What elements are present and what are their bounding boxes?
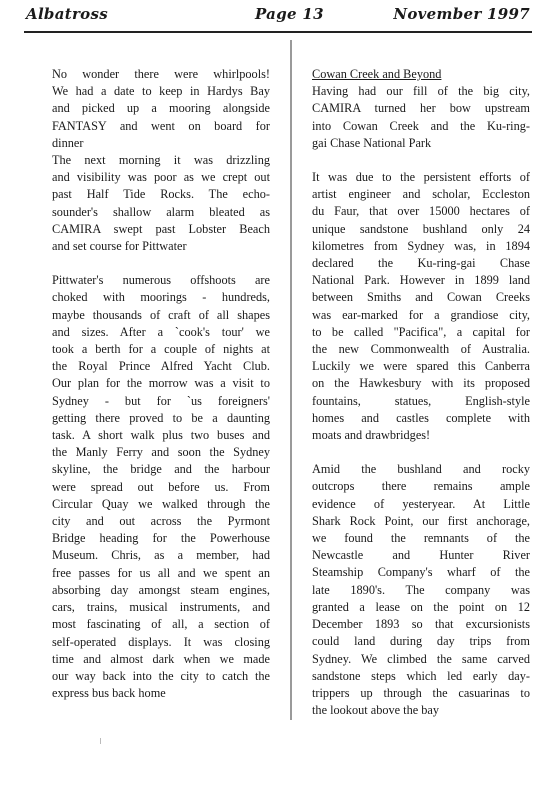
right-column [312, 66, 530, 719]
text-line: task. A short walk plus two buses and [52, 428, 270, 443]
text-line: Circular Quay we walked through the [52, 496, 270, 511]
text-line: declared the Ku-ring-gai Chase [312, 256, 530, 271]
page-number: Page 13 [255, 5, 324, 23]
text-line: time and almost dark when we made [52, 651, 270, 666]
text-line: du Faur, that over 15000 hectares of [312, 204, 530, 219]
text-line: Newcastle and Hunter River [312, 548, 530, 563]
text-line: dinner [52, 135, 84, 150]
text-line: and set course for Pittwater [52, 239, 187, 254]
text-line: Shark Rock Point, our first anchorage, [312, 513, 530, 528]
text-line: Luckily we were spared this Canberra [312, 359, 530, 374]
text-line: choked with moorings - hundreds, [52, 290, 270, 305]
text-line: our way back into the city to catch the [52, 668, 270, 683]
text-line: maybe thousands of craft of all shapes [52, 307, 270, 322]
text-line: was ear-marked for a grandiose city, [312, 307, 530, 322]
text-line: skyline, the bridge and the harbour [52, 462, 270, 477]
text-line: fountains, statues, English-style [312, 393, 530, 408]
text-line: getting there proved to be a daunting [52, 410, 270, 425]
publication-title: Albatross [26, 5, 108, 23]
text-line: took a berth for a couple of nights at [52, 342, 270, 357]
text-line: free passes for us all and we spent an [52, 565, 270, 580]
text-line: gai Chase National Park [312, 135, 432, 150]
paragraph-gap [312, 444, 530, 461]
section-heading: Cowan Creek and Beyond [312, 67, 442, 81]
text-line: self-operated displays. It was closing [52, 634, 270, 649]
text-line: We had a date to keep in Hardys Bay [52, 84, 270, 99]
text-line: homes and castles complete with [312, 410, 530, 425]
text-line: express bus back home [52, 686, 166, 701]
paragraph-gap [52, 255, 270, 272]
paragraph-gap [312, 152, 530, 169]
text-line: sounder's shallow alarm bleated as [52, 204, 270, 219]
text-line: late 1890's. The company was [312, 582, 530, 597]
text-line: FANTASY and went on board for [52, 118, 270, 133]
text-line: between Smiths and Cowan Creeks [312, 290, 530, 305]
text-line: December 1893 so that excursionists [312, 617, 530, 632]
header-rule [24, 31, 532, 33]
text-line: Museum. Chris, as a member, had [52, 548, 270, 563]
text-line: on the Hawkesbury with its proposed [312, 376, 530, 391]
text-line: unique sandstone bushland only 24 [312, 221, 530, 236]
text-line: Sydney. We climbed the same carved [312, 651, 530, 666]
text-line: CAMIRA turned her bow upstream [312, 101, 530, 116]
scan-mark [100, 738, 101, 744]
text-line: the new Commonwealth of Australia. [312, 342, 530, 357]
text-line: the Royal Prince Alfred Yacht Club. [52, 359, 270, 374]
text-line: Amid the bushland and rocky [312, 462, 530, 477]
page-header [22, 5, 532, 29]
text-line: and visibility was poor as we crept out [52, 170, 270, 185]
text-line: to be called "Pacifica", a capital for [312, 324, 530, 339]
text-line: artist engineer and scholar, Eccleston [312, 187, 530, 202]
text-line: the Manly Ferry and soon the Sydney [52, 445, 270, 460]
text-line: and picked up a mooring alongside [52, 101, 270, 116]
text-line: absorbing day amongst steam engines, [52, 582, 270, 597]
text-line: could land during day trips from [312, 634, 530, 649]
text-line: Bridge heading for the Powerhouse [52, 531, 270, 546]
text-line: and sizes. After a `cook's tour' we [52, 324, 270, 339]
text-line: kilometres from Sydney was, in 1894 [312, 238, 530, 253]
text-line: the lookout above the bay [312, 703, 440, 718]
text-line: CAMIRA swept past Lobster Beach [52, 221, 270, 236]
text-line: past Half Tide Rocks. The echo- [52, 187, 270, 202]
text-line: moats and drawbridges! [312, 428, 431, 443]
text-line: National Park. However in 1899 land [312, 273, 530, 288]
text-line: trippers up through the casuarinas to [312, 685, 530, 700]
text-line: granted a lease on the point on 12 [312, 599, 530, 614]
text-line: It was due to the persistent efforts of [312, 170, 530, 185]
text-line: No wonder there were whirlpools! [52, 67, 270, 81]
text-line: into Cowan Creek and the Ku-ring- [312, 118, 530, 133]
text-line: most fascinating of all, a section of [52, 617, 270, 632]
text-line: evidence of yesteryear. At Little [312, 496, 530, 511]
text-line: Sydney - but for `us foreigners' [52, 393, 270, 408]
text-line: city and out across the Pyrmont [52, 514, 270, 529]
column-divider [290, 40, 292, 720]
text-line: were spread out before us. From [52, 479, 270, 494]
left-column [52, 66, 270, 702]
text-line: we found the remnants of the [312, 531, 530, 546]
text-line: sandstone steps which led early day- [312, 668, 530, 683]
text-line: Pittwater's numerous offshoots are [52, 273, 270, 288]
issue-date: November 1997 [393, 5, 530, 23]
text-line: Our plan for the morrow was a visit to [52, 376, 270, 391]
text-line: Steamship Company's wharf of the [312, 565, 530, 580]
text-line: Having had our fill of the big city, [312, 84, 530, 99]
text-line: cars, trains, musical instruments, and [52, 600, 270, 615]
text-line: outcrops there remains ample [312, 479, 530, 494]
text-line: The next morning it was drizzling [52, 153, 270, 168]
